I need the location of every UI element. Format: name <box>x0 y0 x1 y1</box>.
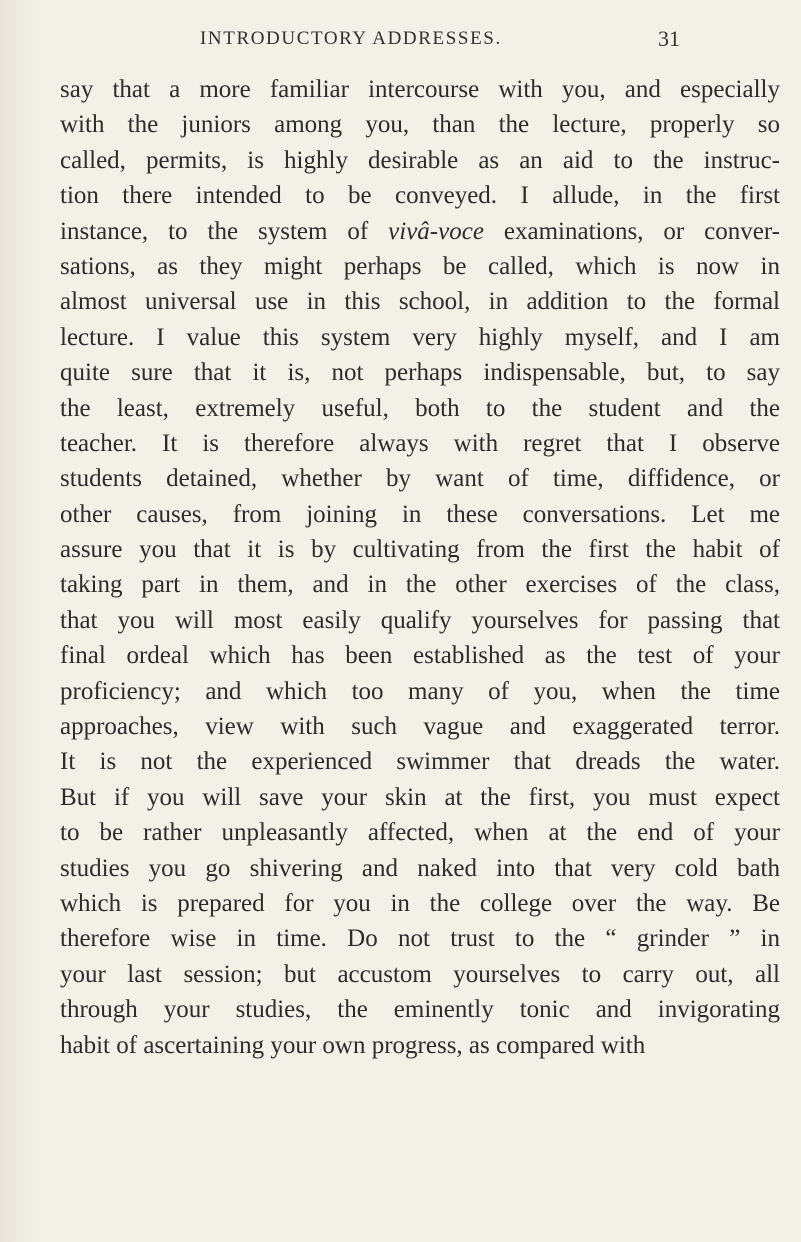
text-line: taking part in them, and in the other exercises of the class, <box>60 571 780 599</box>
text-line: say that a more familiar intercourse with you, and especially <box>60 76 780 103</box>
text-line: through your studies, the eminently tonic and invigorating <box>60 996 780 1024</box>
page-number: 31 <box>658 26 680 51</box>
text-line: assure you that it is by cultivating from the first the habit of <box>60 536 780 564</box>
text-line: your last session; but accustom yourselves to carry out, all <box>60 960 780 988</box>
text-segment: instance, to the system of <box>60 217 389 245</box>
text-line: other causes, from joining in these conversations. Let me <box>60 500 780 528</box>
running-head <box>200 24 680 60</box>
text-line: habit of ascertaining your own progress, as compared with <box>60 1031 646 1059</box>
italic-term: vivâ-voce <box>388 217 484 245</box>
text-line: called, permits, is highly desirable as an aid to the instruc- <box>60 146 780 174</box>
text-line: therefore wise in time. Do not trust to the “ grinder ” in <box>60 925 780 953</box>
text-segment: examinations, or conver- <box>483 217 781 245</box>
text-line: proficiency; and which too many of you, when the time <box>60 677 780 705</box>
text-line: quite sure that it is, not perhaps indispensable, but, to say <box>60 359 780 387</box>
running-title: INTRODUCTORY ADDRESSES. <box>200 28 502 49</box>
text-line: which is prepared for you in the college over the way. Be <box>60 889 780 917</box>
text-line: almost universal use in this school, in addition to the formal <box>60 288 780 316</box>
text-line: sations, as they might perhaps be called, which is now in <box>60 252 780 280</box>
text-line: final ordeal which has been established as the test of your <box>60 642 780 670</box>
text-line: with the juniors among you, than the lecture, properly so <box>60 111 780 139</box>
text-line: studies you go shivering and naked into that very cold bath <box>60 854 780 882</box>
body-text <box>60 72 780 1063</box>
text-line: approaches, view with such vague and exaggerated terror. <box>60 713 780 741</box>
text-line: tion there intended to be conveyed. I allude, in the first <box>60 182 780 210</box>
text-line: to be rather unpleasantly affected, when at the end of your <box>60 819 780 847</box>
text-line: the least, extremely useful, both to the student and the <box>60 394 780 422</box>
text-line: lecture. I value this system very highly myself, and I am <box>60 323 780 351</box>
text-line <box>60 214 780 249</box>
text-line: teacher. It is therefore always with regret that I observe <box>60 429 780 457</box>
text-line: But if you will save your skin at the first, you must expect <box>60 783 780 811</box>
text-line: students detained, whether by want of time, diffidence, or <box>60 465 780 493</box>
text-line: It is not the experienced swimmer that dreads the water. <box>60 748 780 776</box>
text-line: that you will most easily qualify yourselves for passing that <box>60 606 780 634</box>
